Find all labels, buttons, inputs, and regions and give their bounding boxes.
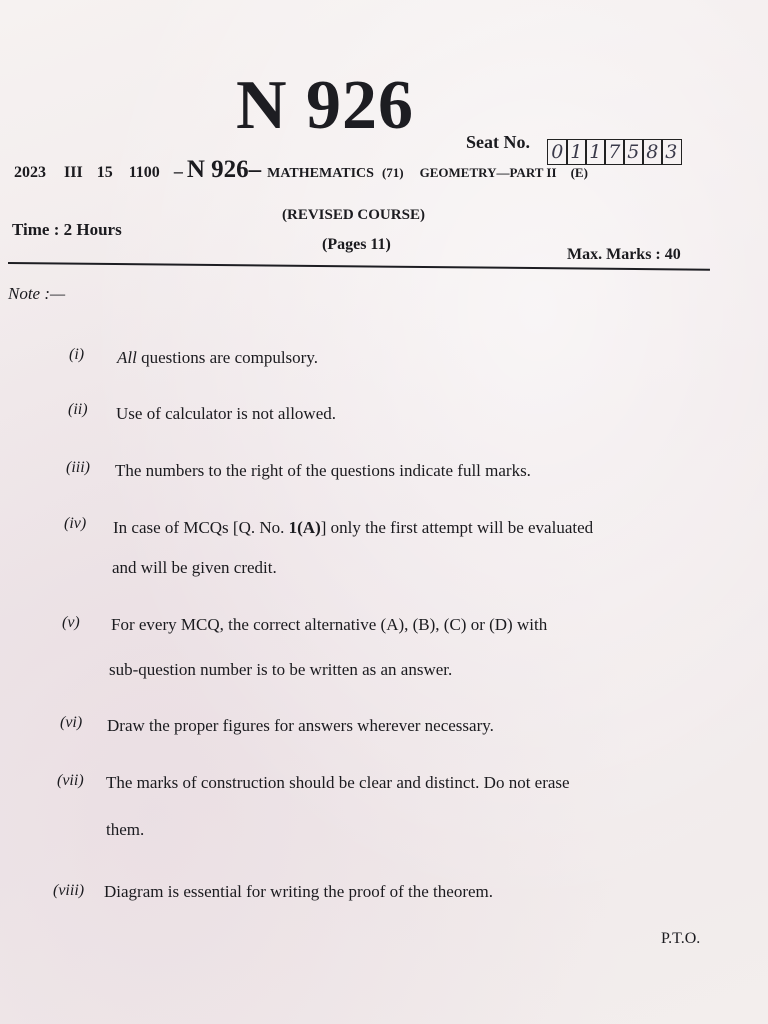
note-item-text-rest: questions are compulsory. xyxy=(141,348,318,367)
note-item-text: Diagram is essential for writing the proof of the theorem. xyxy=(104,882,493,901)
note-item-text-continued: and will be given credit. xyxy=(112,558,277,577)
paper-code-inline: N 926– xyxy=(186,156,262,183)
note-item-text xyxy=(117,348,318,368)
subject-code: (71) xyxy=(381,165,404,180)
seat-digit-box: 7 xyxy=(604,139,625,165)
seat-digit-box: 0 xyxy=(547,139,568,165)
note-item-number: (i) xyxy=(69,346,85,363)
note-item-number: (viii) xyxy=(53,882,85,899)
note-item-text: For every MCQ, the correct alternative (A), (B), (C) or (D) with xyxy=(111,615,548,634)
please-turn-over: P.T.O. xyxy=(661,930,701,947)
note-item-number: (iv) xyxy=(64,515,87,532)
note-item-text: Draw the proper figures for answers wherever necessary. xyxy=(107,716,494,735)
note-item-text: In case of MCQs [Q. No. 1(A)] only the first attempt will be evaluated xyxy=(113,518,594,537)
exam-year: 2023 xyxy=(14,164,46,181)
note-item-text: Use of calculator is not allowed. xyxy=(116,404,336,423)
seat-digit-box: 3 xyxy=(661,139,682,165)
seat-digit-box: 1 xyxy=(566,139,587,165)
note-heading: Note :— xyxy=(8,284,66,303)
page-count: (Pages 11) xyxy=(322,236,391,253)
subject-name: MATHEMATICS xyxy=(267,166,374,181)
max-marks: Max. Marks : 40 xyxy=(567,246,681,263)
note-item-number: (v) xyxy=(62,614,80,631)
exam-roman-code: III xyxy=(64,164,83,181)
exam-code-line xyxy=(14,156,588,184)
seat-digit-box: 5 xyxy=(623,139,644,165)
seat-digit-box: 1 xyxy=(585,139,606,165)
note-item-number: (iii) xyxy=(66,459,90,476)
note-item-number: (vii) xyxy=(57,772,84,789)
note-item-text-continued: them. xyxy=(106,820,145,839)
note-item-number: (ii) xyxy=(68,401,88,418)
note-item-text: The numbers to the right of the questions indicate full marks. xyxy=(115,461,531,480)
seat-number-label: Seat No. xyxy=(466,132,530,152)
paper-code-title: N 926 xyxy=(236,67,415,144)
time-allowed: Time : 2 Hours xyxy=(12,220,122,239)
exam-code-dash: – xyxy=(173,161,183,181)
note-item-text: The marks of construction should be clear and distinct. Do not erase xyxy=(106,773,570,792)
course-label: (REVISED COURSE) xyxy=(282,207,425,223)
paper-part: GEOMETRY—PART II xyxy=(419,165,557,180)
exam-code-number: 1100 xyxy=(128,164,160,181)
note-item-emphasis: All xyxy=(117,348,137,367)
exam-code-number: 15 xyxy=(96,164,113,181)
paper-medium: (E) xyxy=(570,165,588,180)
note-item-text-continued: sub-question number is to be written as an answer. xyxy=(109,660,453,679)
note-item-number: (vi) xyxy=(60,714,83,731)
seat-digit-box: 8 xyxy=(642,139,663,165)
